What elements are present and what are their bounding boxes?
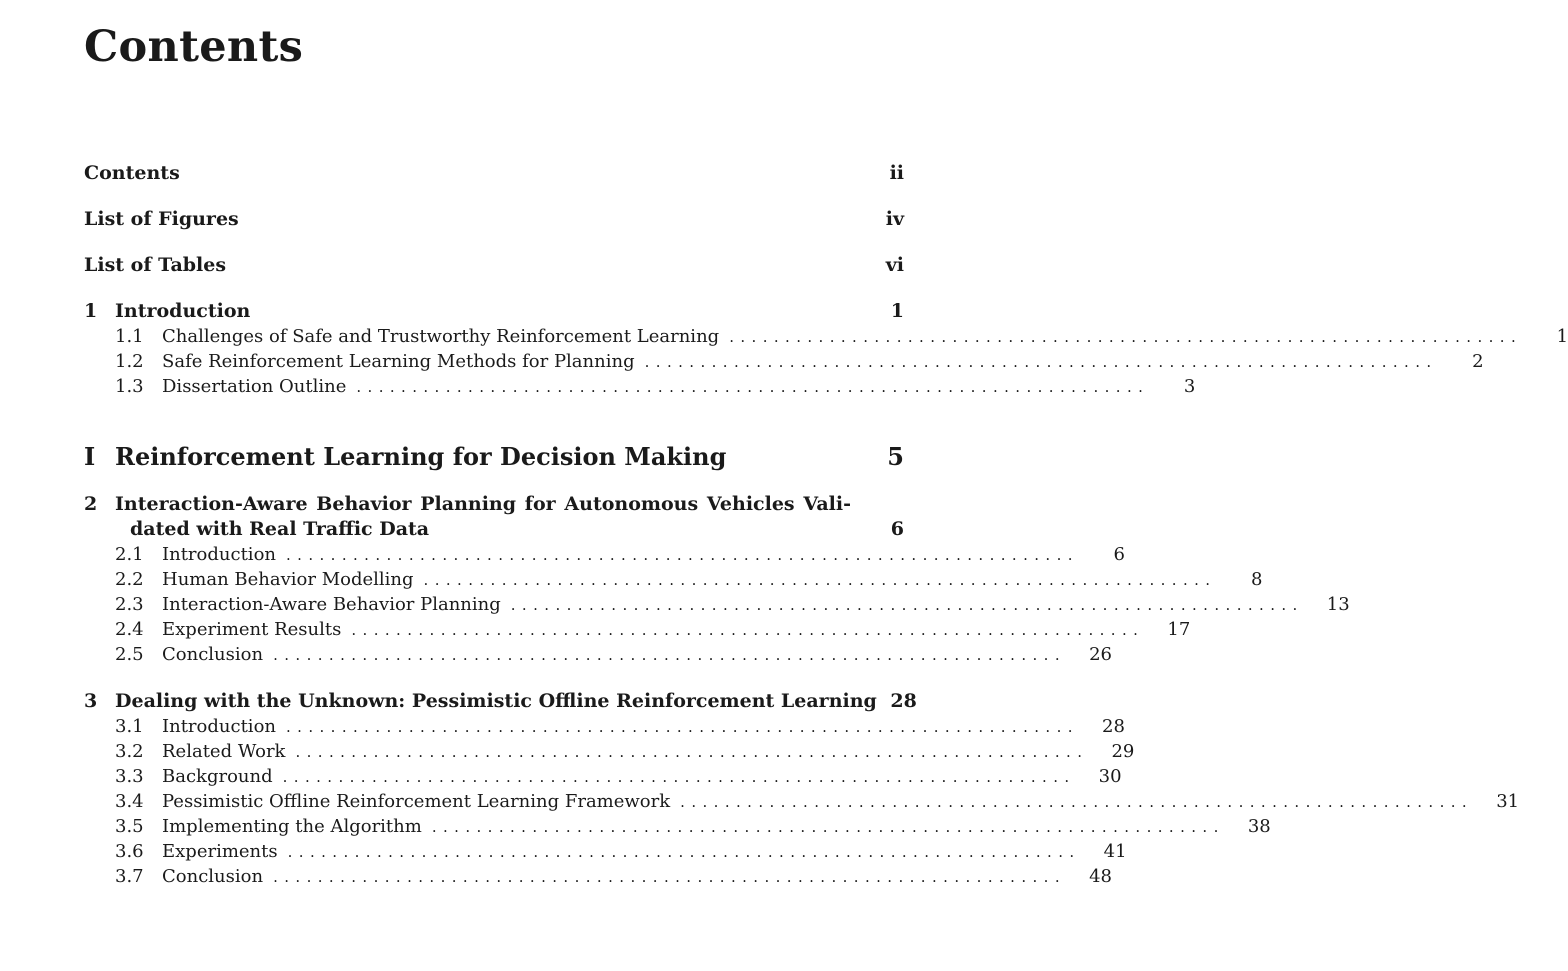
- toc-entry-label: List of Figures: [84, 208, 239, 230]
- section-number: 1.2: [115, 351, 144, 372]
- toc-section-2-3[interactable]: [84, 592, 1350, 618]
- section-number: 3.1: [115, 716, 144, 737]
- toc-chapter-2[interactable]: [84, 492, 904, 542]
- chapter-page: 6: [890, 518, 904, 540]
- dot-leader: .......................................................................: [282, 768, 1076, 786]
- section-page: 28: [1102, 716, 1125, 737]
- toc-section-3-6[interactable]: [84, 839, 1127, 865]
- toc-section-3-4[interactable]: [84, 789, 1520, 815]
- toc-section-2-2[interactable]: [84, 567, 1263, 593]
- toc-chapter-1[interactable]: [84, 299, 904, 324]
- section-page: 29: [1111, 741, 1135, 762]
- chapter-title-line-2: dated with Real Traffic Data: [130, 518, 430, 540]
- section-page: 41: [1103, 841, 1127, 862]
- toc-section-3-1[interactable]: [84, 714, 1125, 740]
- section-number: 2.3: [115, 594, 144, 615]
- dot-leader: .......................................................................: [295, 743, 1089, 761]
- section-page: 1: [1556, 326, 1568, 347]
- section-page: 8: [1251, 569, 1263, 590]
- toc-section-3-7[interactable]: [84, 864, 1112, 890]
- chapter-title: Dealing with the Unknown: Pessimistic Offline Reinforcement Learning: [115, 690, 877, 712]
- toc-entry-label: List of Tables: [84, 254, 227, 276]
- chapter-title: Introduction: [115, 300, 251, 322]
- section-number: 1.3: [115, 376, 144, 397]
- toc-entry-label: Contents: [84, 162, 180, 184]
- toc-part-1[interactable]: [84, 442, 904, 472]
- section-page: 48: [1089, 866, 1112, 887]
- section-number: 2.5: [115, 644, 144, 665]
- toc-section-2-5[interactable]: [84, 642, 1112, 668]
- section-page: 31: [1496, 791, 1520, 812]
- section-title: Introduction: [162, 716, 276, 737]
- section-title: Experiments: [162, 841, 278, 862]
- section-number: 1.1: [115, 326, 144, 347]
- page-title: Contents: [84, 22, 304, 72]
- section-number: 3.6: [115, 841, 144, 862]
- section-number: 2.1: [115, 544, 144, 565]
- toc-entry-page: vi: [885, 254, 904, 276]
- section-page: 3: [1183, 376, 1196, 397]
- section-page: 26: [1089, 644, 1112, 665]
- toc-section-3-5[interactable]: [84, 814, 1271, 840]
- toc-entry-list-of-tables[interactable]: [84, 253, 904, 278]
- dot-leader: .......................................................................: [273, 646, 1066, 664]
- section-number: 3.2: [115, 741, 144, 762]
- section-number: 2.4: [115, 619, 144, 640]
- chapter-number: 1: [84, 300, 98, 322]
- dot-leader: .......................................................................: [644, 353, 1438, 371]
- section-title: Dissertation Outline: [162, 376, 347, 397]
- section-number: 3.3: [115, 766, 144, 787]
- section-title: Experiment Results: [162, 619, 342, 640]
- toc-entry-contents[interactable]: [84, 161, 904, 186]
- section-page: 6: [1113, 544, 1125, 565]
- section-page: 13: [1326, 594, 1350, 615]
- section-page: 38: [1247, 816, 1271, 837]
- toc-entry-page: iv: [885, 208, 904, 230]
- section-title: Conclusion: [162, 866, 264, 887]
- section-title: Introduction: [162, 544, 276, 565]
- toc-entry-page: ii: [889, 162, 904, 184]
- section-title: Pessimistic Offline Reinforcement Learning Framework: [162, 791, 671, 812]
- section-number: 2.2: [115, 569, 144, 590]
- chapter-number: 2: [84, 493, 98, 515]
- chapter-number: 3: [84, 690, 98, 712]
- section-number: 3.4: [115, 791, 144, 812]
- toc-entry-list-of-figures[interactable]: [84, 207, 904, 232]
- dot-leader: .......................................................................: [286, 546, 1079, 564]
- toc-section-1-1[interactable]: [84, 324, 1568, 350]
- part-title: Reinforcement Learning for Decision Making: [115, 442, 727, 471]
- toc-section-2-4[interactable]: [84, 617, 1191, 643]
- section-page: 17: [1167, 619, 1191, 640]
- dot-leader: .......................................................................: [729, 328, 1523, 346]
- section-title: Implementing the Algorithm: [162, 816, 422, 837]
- section-title: Background: [162, 766, 273, 787]
- section-page: 2: [1472, 351, 1484, 372]
- toc-section-3-2[interactable]: [84, 739, 1135, 765]
- section-title: Safe Reinforcement Learning Methods for Planning: [162, 351, 635, 372]
- dot-leader: .......................................................................: [287, 843, 1081, 861]
- toc-section-2-1[interactable]: [84, 542, 1125, 568]
- dot-leader: .......................................................................: [510, 596, 1304, 614]
- section-title: Human Behavior Modelling: [162, 569, 414, 590]
- dot-leader: .......................................................................: [423, 571, 1217, 589]
- toc-section-1-3[interactable]: [84, 374, 1196, 400]
- dot-leader: .......................................................................: [356, 378, 1150, 396]
- toc-section-1-2[interactable]: [84, 349, 1484, 375]
- dot-leader: .......................................................................: [273, 868, 1066, 886]
- section-number: 3.5: [115, 816, 144, 837]
- chapter-page: 1: [890, 300, 904, 322]
- section-title: Interaction-Aware Behavior Planning: [162, 594, 501, 615]
- chapter-title-line-1: Interaction-Aware Behavior Planning for Autonomous Vehicles Vali-: [115, 493, 851, 515]
- section-title: Related Work: [162, 741, 286, 762]
- dot-leader: .......................................................................: [431, 818, 1225, 836]
- section-title: Conclusion: [162, 644, 264, 665]
- chapter-page: 28: [890, 690, 917, 712]
- section-title: Challenges of Safe and Trustworthy Reinforcement Learning: [162, 326, 720, 347]
- dot-leader: .......................................................................: [351, 621, 1145, 639]
- toc-section-3-3[interactable]: [84, 764, 1122, 790]
- dot-leader: .......................................................................: [286, 718, 1079, 736]
- part-number: I: [84, 442, 96, 471]
- section-page: 30: [1098, 766, 1122, 787]
- part-page: 5: [887, 442, 904, 471]
- toc-chapter-3[interactable]: [84, 689, 917, 714]
- section-number: 3.7: [115, 866, 144, 887]
- dot-leader: .......................................................................: [680, 793, 1474, 811]
